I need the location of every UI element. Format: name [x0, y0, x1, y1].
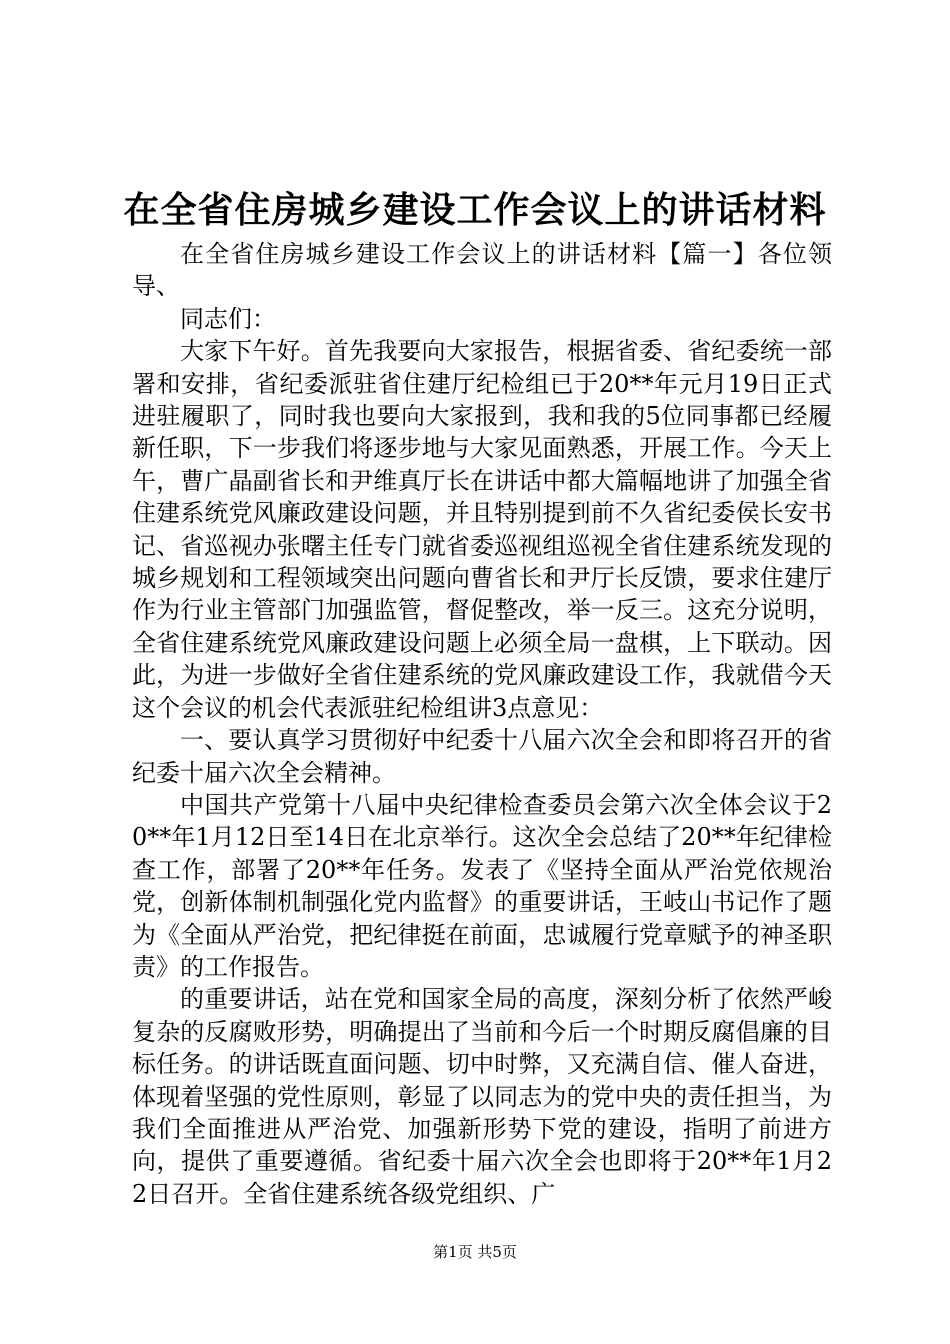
paragraph-section-one-heading: 一、要认真学习贯彻好中纪委十八届六次全会和即将召开的省纪委十届六次全会精神。 [132, 726, 832, 787]
paragraph-important-speech: 的重要讲话，站在党和国家全局的高度，深刻分析了依然严峻复杂的反腐败形势，明确提出了当前和今后一个时期反腐倡廉的目标任务。的讲话既直面问题、切中时弊，又充满自信、催人奋进，体现着坚强的党性原则，彰显了以同志为的党中央的责任担当，为我们全面推进从严治党、加强新形势下党的建设，指明了前进方向，提供了重要遵循。省纪委十届六次全会也即将于20**年1月22日召开。全省住建系统各级党组织、广 [132, 985, 832, 1208]
page-number-footer: 第1页 共5页 [433, 1243, 517, 1261]
document-body [132, 238, 832, 1210]
paragraph-opening: 大家下午好。首先我要向大家报告，根据省委、省纪委统一部署和安排，省纪委派驻省住建厅纪检组已于20**年元月19日正式进驻履职了，同时我也要向大家报到，我和我的5位同事都已经履新任职，下一步我们将逐步地与大家见面熟悉，开展工作。今天上午，曹广晶副省长和尹维真厅长在讲话中都大篇幅地讲了加强全省住建系统党风廉政建设问题，并且特别提到前不久省纪委侯长安书记、省巡视办张曙主任专门就省委巡视组巡视全省住建系统发现的城乡规划和工程领域突出问题向曹省长和尹厅长反馈，要求住建厅作为行业主管部门加强监管，督促整改，举一反三。这充分说明，全省住建系统党风廉政建设问题上必须全局一盘棋，上下联动。因此，为进一步做好全省住建系统的党风廉政建设工作，我就借今天这个会议的机会代表派驻纪检组讲3点意见： [132, 337, 832, 722]
document-title: 在全省住房城乡建设工作会议上的讲话材料 [123, 189, 827, 231]
paragraph-salutation: 同志们： [180, 304, 276, 333]
paragraph-plenary-meeting: 中国共产党第十八届中央纪律检查委员会第六次全体会议于20**年1月12日至14日在北京举行。这次全会总结了20**年纪律检查工作，部署了20**年任务。发表了《坚持全面从严治党依规治党，创新体制机制强化党内监督》的重要讲话，王岐山书记作了题为《全面从严治党，把纪律挺在前面，忠诚履行党章赋予的神圣职责》的工作报告。 [132, 790, 832, 981]
paragraph-intro: 在全省住房城乡建设工作会议上的讲话材料【篇一】各位领导、 [132, 240, 832, 301]
